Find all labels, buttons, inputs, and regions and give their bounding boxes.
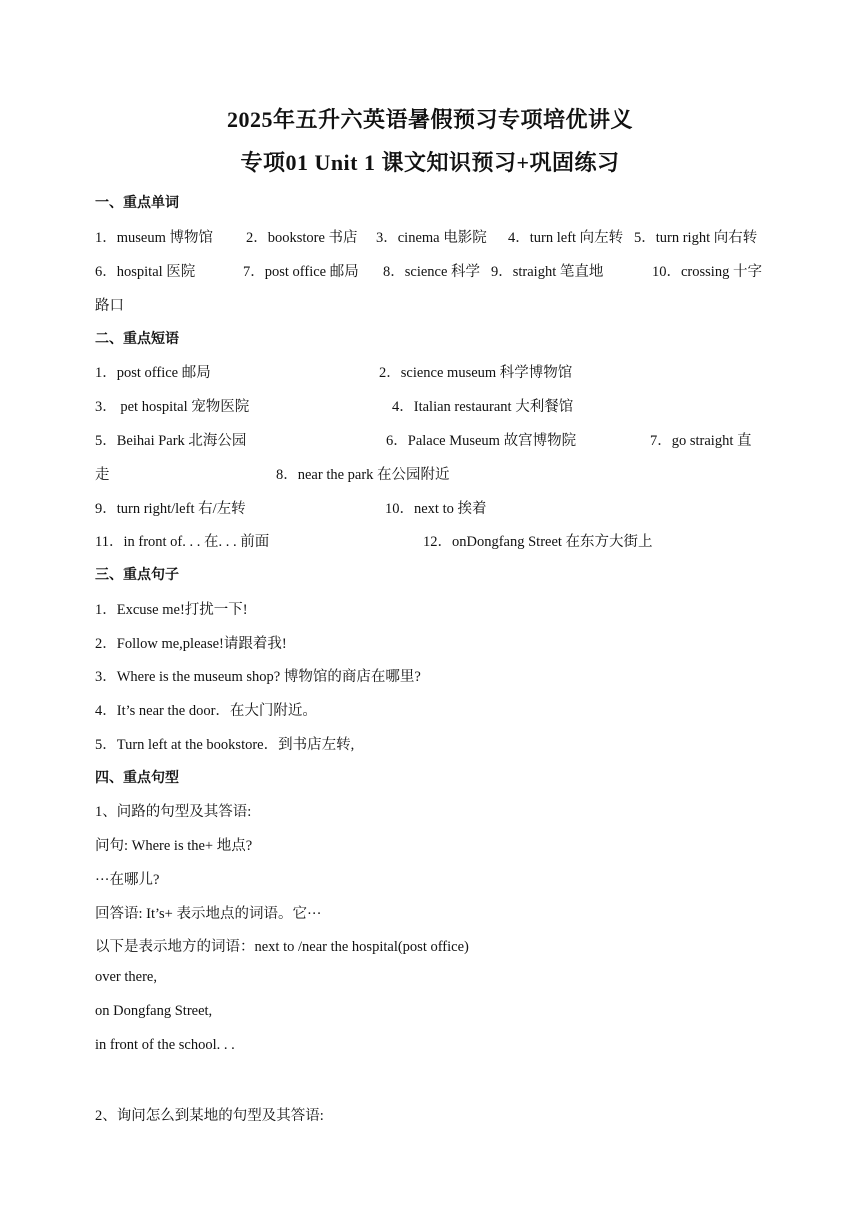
- section-heading-phrases: 二、重点短语: [95, 332, 179, 347]
- pattern-line: over there,: [95, 969, 157, 985]
- pattern-line: 2、询问怎么到某地的句型及其答语:: [95, 1108, 324, 1124]
- phrase-item: 5．Beihai Park 北海公园: [95, 433, 247, 449]
- document-title: 2025年五升六英语暑假预习专项培优讲义: [226, 107, 633, 132]
- pattern-line: on Dongfang Street,: [95, 1003, 213, 1019]
- word-item: 10．crossing 十字: [652, 264, 762, 280]
- word-item: 7．post office 邮局: [243, 264, 359, 280]
- word-item: 4．turn left 向左转: [508, 230, 624, 246]
- phrase-item: 3． pet hospital 宠物医院: [95, 399, 250, 415]
- phrase-item: 12．onDongfang Street 在东方大街上: [423, 534, 653, 550]
- word-item: 2．bookstore 书店: [246, 230, 358, 246]
- sentence-item: 2．Follow me,please!请跟着我!: [95, 636, 287, 652]
- sentence-item: 5．Turn left at the bookstore．到书店左转,: [95, 737, 355, 753]
- sentence-item: 1．Excuse me!打扰一下!: [95, 602, 248, 618]
- pattern-line: 回答语: It’s+ 表示地点的词语。它···: [95, 906, 322, 922]
- phrase-item: 9．turn right/left 右/左转: [95, 501, 246, 517]
- word-item: 5．turn right 向右转: [634, 230, 758, 246]
- word-item-continued: 路口: [95, 298, 124, 314]
- phrase-item: 2．science museum 科学博物馆: [379, 365, 573, 381]
- sentence-item: 4．It’s near the door．在大门附近。: [95, 703, 317, 719]
- phrase-item: 6．Palace Museum 故宫博物院: [386, 433, 577, 449]
- word-item: 1．museum 博物馆: [95, 230, 214, 246]
- phrase-item: 7．go straight 直: [650, 433, 752, 449]
- section-heading-patterns: 四、重点句型: [95, 771, 179, 786]
- phrase-item: 4．Italian restaurant 大利餐馆: [392, 399, 574, 415]
- section-heading-words: 一、重点单词: [95, 196, 179, 211]
- sentence-item: 3．Where is the museum shop? 博物馆的商店在哪里?: [95, 669, 421, 685]
- phrase-item: 8．near the park 在公园附近: [276, 467, 450, 483]
- pattern-line: in front of the school. . .: [95, 1037, 235, 1053]
- pattern-line: 1、问路的句型及其答语:: [95, 804, 252, 820]
- phrase-item-continued: 走: [95, 467, 110, 483]
- phrase-item: 10．next to 挨着: [385, 501, 487, 517]
- word-item: 6．hospital 医院: [95, 264, 196, 280]
- phrase-item: 11．in front of. . . 在. . . 前面: [95, 534, 270, 550]
- word-item: 8．science 科学: [383, 264, 481, 280]
- word-item: 9．straight 笔直地: [491, 264, 604, 280]
- document-subtitle: 专项01 Unit 1 课文知识预习+巩固练习: [240, 150, 620, 175]
- section-heading-sentences: 三、重点句子: [95, 568, 179, 583]
- word-item: 3．cinema 电影院: [376, 230, 487, 246]
- pattern-line: ···在哪儿?: [95, 872, 160, 888]
- pattern-line: 问句: Where is the+ 地点?: [95, 838, 253, 854]
- phrase-item: 1．post office 邮局: [95, 365, 211, 381]
- pattern-line: 以下是表示地方的词语：next to /near the hospital(post office): [95, 939, 469, 955]
